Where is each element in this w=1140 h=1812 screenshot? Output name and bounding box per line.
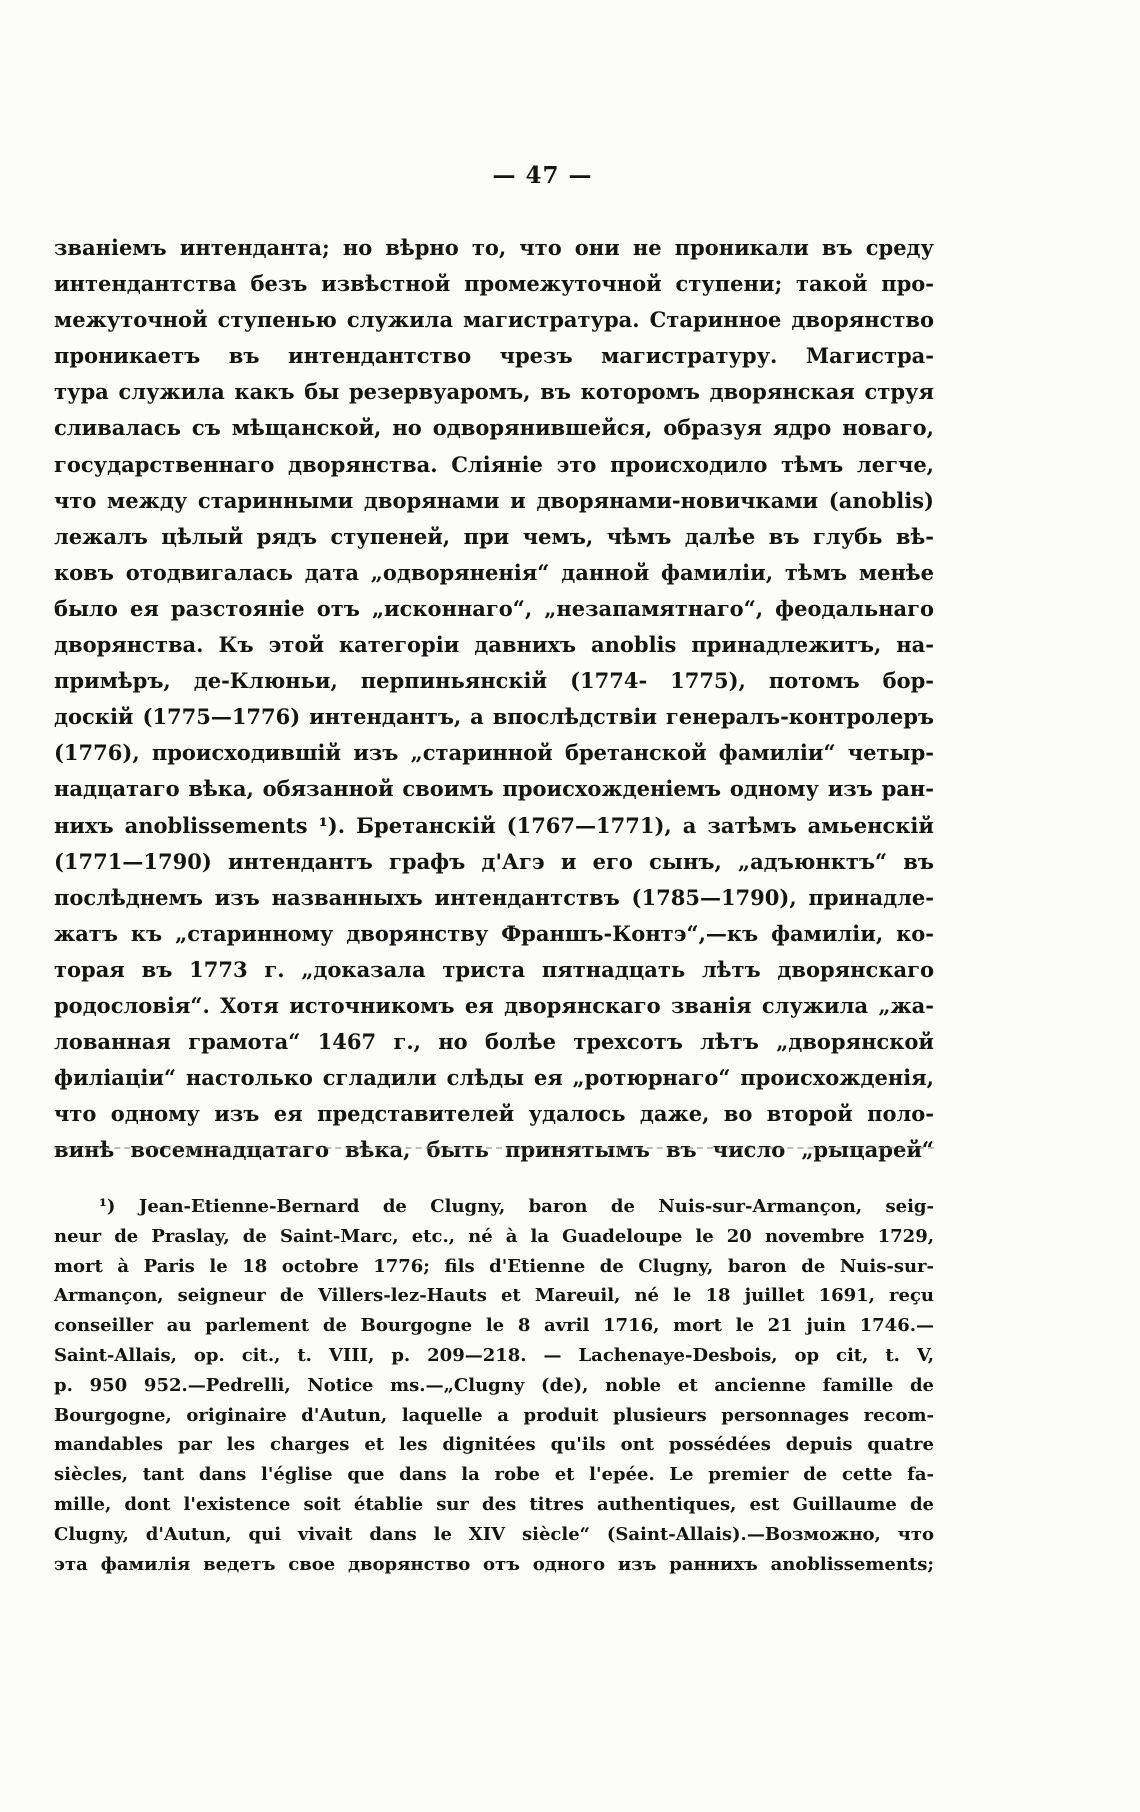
text-line: государственнаго дворянства. Сліяніе это происходило тѣмъ легче, (54, 451, 934, 477)
footnote-line: Saint-Allais, op. cit., t. VIII, p. 209—218. — Lachenaye-Desbois, op cit, t. V, (54, 1344, 934, 1366)
text-line: доскій (1775—1776) интендантъ, а впослѣдствіи генералъ-контролеръ (54, 704, 934, 730)
text-line: примѣръ, де-Клюньи, перпиньянскій (1774- 1775), потомъ бор- (54, 668, 934, 694)
text-line: винѣ восемнадцатаго вѣка, быть принятымъ въ число „рыцарей“ (54, 1137, 934, 1163)
page-number: — 47 — (492, 162, 593, 189)
text-line: сливалась съ мѣщанской, но одворянившейся, образуя ядро новаго, (54, 415, 934, 441)
footnote-line: siècles, tant dans l'église que dans la robe et l'epée. Le premier de cette fa- (54, 1464, 934, 1486)
text-line: (1771—1790) интендантъ графъ д'Агэ и его сынъ, „адъюнктъ“ въ (54, 848, 934, 874)
text-line: было ея разстояніе отъ „исконнаго“, „незапамятнаго“, феодальнаго (54, 595, 934, 621)
text-line: торая въ 1773 г. „доказала триста пятнадцать лѣтъ дворянскаго (54, 956, 934, 982)
text-line: интендантства безъ извѣстной промежуточной ступени; такой про- (54, 271, 934, 297)
text-line: (1776), происходившій изъ „старинной бретанской фамиліи“ четыр- (54, 740, 934, 766)
text-line: дворянства. Къ этой категоріи давнихъ anoblis принадлежитъ, на- (54, 632, 934, 658)
footnote-line: p. 950 952.—Pedrelli, Notice ms.—„Clugny (de), noble et ancienne famille de (54, 1374, 934, 1396)
text-line: тура служила какъ бы резервуаромъ, въ которомъ дворянская струя (54, 379, 934, 405)
footnote-line: conseiller au parlement de Bourgogne le 8 avril 1716, mort le 21 juin 1746.— (54, 1315, 934, 1337)
footnote (54, 1192, 934, 1579)
footnote-line: ¹) Jean-Etienne-Bernard de Clugny, baron de Nuis-sur-Armançon, seig- (99, 1196, 934, 1217)
text-line: что между старинными дворянами и дворянами-новичками (anoblis) (54, 487, 934, 513)
text-line: лежалъ цѣлый рядъ ступеней, при чемъ, чѣмъ далѣе въ глубь вѣ- (54, 523, 934, 549)
footnote-line: Clugny, d'Autun, qui vivait dans le XIV siècle“ (Saint-Allais).—Возможно, что (54, 1523, 934, 1545)
text-line: званіемъ интенданта; но вѣрно то, что они не проникали въ среду (54, 235, 934, 260)
text-line: жатъ къ „старинному дворянству Франшъ-Контэ“,—къ фамиліи, ко- (54, 920, 934, 946)
footnote-separator (54, 1147, 934, 1149)
footnote-line: mort à Paris le 18 octobre 1776; fils d'Etienne de Clugny, baron de Nuis-sur- (54, 1255, 934, 1277)
footnote-line: neur de Praslay, de Saint-Marc, etc., né à la Guadeloupe le 20 novembre 1729, (54, 1225, 934, 1247)
text-line: родословія“. Хотя источникомъ ея дворянскаго званія служила „жа- (54, 992, 934, 1018)
text-line: послѣднемъ изъ названныхъ интендантствъ (1785—1790), принадле- (54, 884, 934, 910)
text-line: лованная грамота“ 1467 г., но болѣе трехсотъ лѣтъ „дворянской (54, 1029, 934, 1055)
text-line: нихъ anoblissements ¹). Бретанскій (1767—1771), а затѣмъ амьенскій (54, 812, 934, 838)
text-line: ковъ отодвигалась дата „одворяненія“ данной фамиліи, тѣмъ менѣе (54, 559, 934, 585)
footnote-line: Armançon, seigneur de Villers-lez-Hauts et Mareuil, né le 18 juillet 1691, reçu (54, 1285, 934, 1307)
text-line: филіаціи“ настолько сгладили слѣды ея „ротюрнаго“ происхожденія, (54, 1065, 934, 1091)
text-line: проникаетъ въ интендантство чрезъ магистратуру. Магистра- (54, 343, 934, 369)
footnote-line: mandables par les charges et les dignitées qu'ils ont possédées depuis quatre (54, 1434, 934, 1456)
text-line: что одному изъ ея представителей удалось даже, во второй поло- (54, 1101, 934, 1127)
main-text (54, 230, 934, 1168)
footnote-line: mille, dont l'existence soit établie sur des titres authentiques, est Guillaume de (54, 1493, 934, 1515)
footnote-line: Bourgogne, originaire d'Autun, laquelle a produit plusieurs personnages recom- (54, 1404, 934, 1426)
text-line: межуточной ступенью служила магистратура. Старинное дворянство (54, 307, 934, 333)
text-line: надцатаго вѣка, обязанной своимъ происхожденіемъ одному изъ ран- (54, 776, 934, 802)
footnote-line: эта фамилія ведетъ свое дворянство отъ одного изъ раннихъ anoblissements; (54, 1553, 934, 1575)
